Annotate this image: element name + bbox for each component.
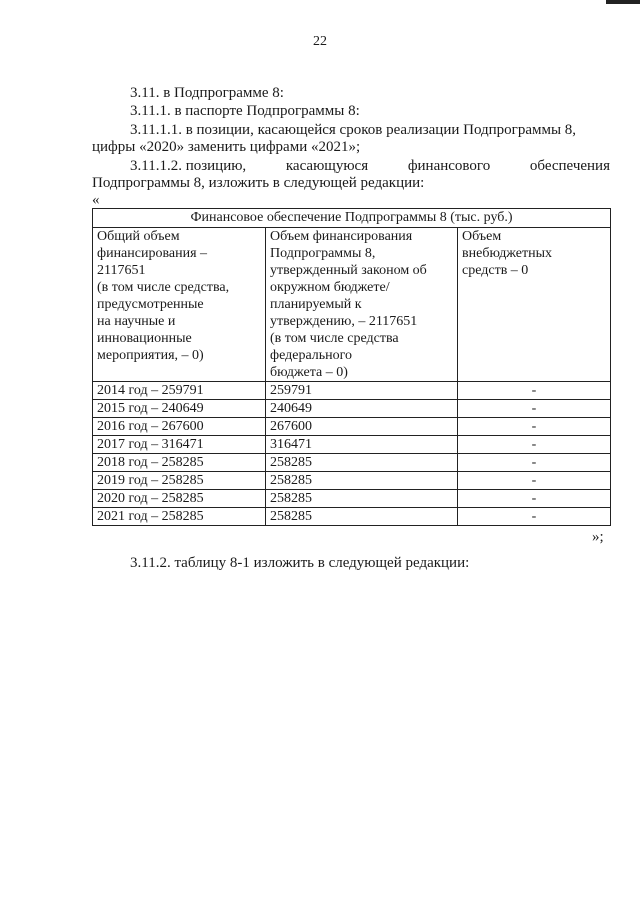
cell-budget: 259791	[266, 382, 458, 400]
cell-extra: -	[458, 490, 611, 508]
financing-table	[92, 208, 611, 526]
paragraph-3-11-2: 3.11.2. таблицу 8-1 изложить в следующей редакции:	[130, 555, 470, 571]
cell-budget: 316471	[266, 436, 458, 454]
page-number: 22	[313, 34, 327, 49]
opening-quote: «	[92, 192, 100, 208]
table-row	[93, 454, 611, 472]
cell-extra: -	[458, 508, 611, 526]
closing-quote: »;	[592, 529, 604, 545]
cell-year: 2018 год – 258285	[93, 454, 266, 472]
paragraph-3-11: 3.11. в Подпрограмме 8:	[130, 85, 284, 101]
cell-extra: -	[458, 418, 611, 436]
word: финансового	[407, 158, 491, 174]
cell-year: 2017 год – 316471	[93, 436, 266, 454]
col-header-extrabudget: Объем внебюджетных средств – 0	[458, 228, 611, 382]
table-row	[93, 418, 611, 436]
cell-budget: 267600	[266, 418, 458, 436]
col-header-total: Общий объем финансирования – 2117651 (в том числе средства, предусмотренные на научные и инновационные мероприятия, – 0)	[93, 228, 266, 382]
table-title: Финансовое обеспечение Подпрограммы 8 (тыс. руб.)	[93, 209, 611, 228]
cell-budget: 258285	[266, 508, 458, 526]
cell-extra: -	[458, 472, 611, 490]
word: касающуюся	[285, 158, 369, 174]
cell-budget: 258285	[266, 490, 458, 508]
paragraph-3-11-1-1: 3.11.1.1. в позиции, касающейся сроков реализации Подпрограммы 8,	[130, 122, 577, 138]
cell-year: 2015 год – 240649	[93, 400, 266, 418]
cell-budget: 258285	[266, 454, 458, 472]
cell-budget: 240649	[266, 400, 458, 418]
cell-extra: -	[458, 400, 611, 418]
cell-year: 2021 год – 258285	[93, 508, 266, 526]
col-header-budget: Объем финансирования Подпрограммы 8, утвержденный законом об окружном бюджете/ планируемый к утверждению, – 2117651 (в том числе средства федерального бюджета – 0)	[266, 228, 458, 382]
paragraph-3-11-1-2-cont: Подпрограммы 8, изложить в следующей редакции:	[92, 175, 425, 191]
scan-mark	[606, 0, 640, 4]
cell-year: 2014 год – 259791	[93, 382, 266, 400]
word: 3.11.1.2. позицию,	[130, 158, 247, 174]
paragraph-3-11-1-1-cont: цифры «2020» заменить цифрами «2021»;	[92, 139, 361, 155]
cell-budget: 258285	[266, 472, 458, 490]
table-row	[93, 436, 611, 454]
table-row	[93, 508, 611, 526]
table-row	[93, 472, 611, 490]
table-row	[93, 400, 611, 418]
cell-extra: -	[458, 382, 611, 400]
table-row	[93, 490, 611, 508]
cell-extra: -	[458, 436, 611, 454]
cell-extra: -	[458, 454, 611, 472]
table-row	[93, 382, 611, 400]
cell-year: 2020 год – 258285	[93, 490, 266, 508]
paragraph-3-11-1-2	[130, 157, 610, 175]
paragraph-3-11-1: 3.11.1. в паспорте Подпрограммы 8:	[130, 103, 360, 119]
word: обеспечения	[529, 158, 610, 174]
cell-year: 2016 год – 267600	[93, 418, 266, 436]
cell-year: 2019 год – 258285	[93, 472, 266, 490]
